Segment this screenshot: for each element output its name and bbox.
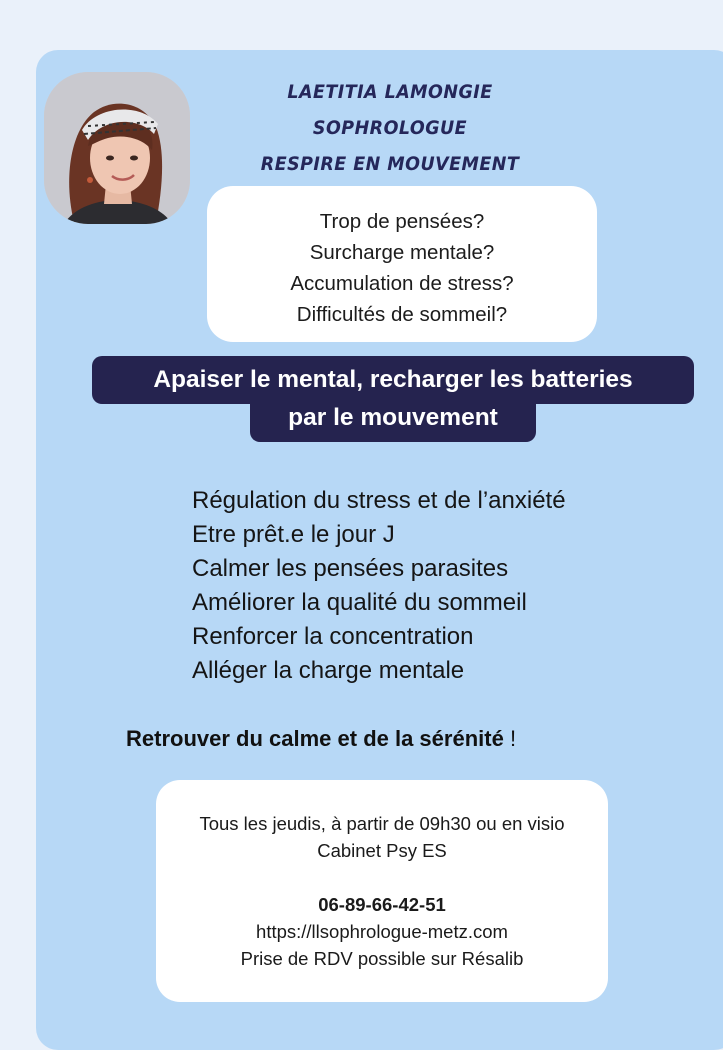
benefit-item: Alléger la charge mentale <box>192 657 465 684</box>
practitioner-name: LAETITIA LAMONGIE <box>287 81 493 103</box>
schedule-text: Tous les jeudis, à partir de 09h30 ou en visio <box>199 813 565 834</box>
question-item: Difficultés de sommeil? <box>296 303 508 326</box>
practitioner-role: SOPHROLOGUE <box>312 117 468 139</box>
location-text: Cabinet Psy ES <box>317 840 447 861</box>
website-link[interactable]: https://llsophrologue-metz.com <box>256 921 508 942</box>
booking-text: Prise de RDV possible sur Résalib <box>240 948 524 969</box>
benefit-item: Régulation du stress et de l’anxiété <box>192 487 566 514</box>
tagline-suffix: ! <box>503 726 517 751</box>
benefit-item: Etre prêt.e le jour J <box>192 521 395 548</box>
question-item: Accumulation de stress? <box>290 272 514 295</box>
banner-line-1: Apaiser le mental, recharger les batteries <box>92 356 694 404</box>
benefit-item: Renforcer la concentration <box>192 623 474 650</box>
benefit-item: Calmer les pensées parasites <box>192 555 509 582</box>
header-title-block <box>230 74 550 182</box>
benefit-item: Améliorer la qualité du sommeil <box>192 589 527 616</box>
questions-box <box>207 186 597 342</box>
benefits-list <box>192 484 566 688</box>
tagline <box>126 726 516 752</box>
phone-number[interactable]: 06-89-66-42-51 <box>318 894 446 915</box>
banner-line-2: par le mouvement <box>250 398 536 442</box>
question-item: Surcharge mentale? <box>309 241 495 264</box>
question-item: Trop de pensées? <box>319 210 485 233</box>
tagline-bold: Retrouver du calme et de la sérénité <box>126 726 504 751</box>
profile-photo <box>44 72 190 224</box>
contact-box <box>156 780 608 1002</box>
brand-name: RESPIRE EN MOUVEMENT <box>260 153 520 175</box>
portrait-icon <box>44 72 190 224</box>
